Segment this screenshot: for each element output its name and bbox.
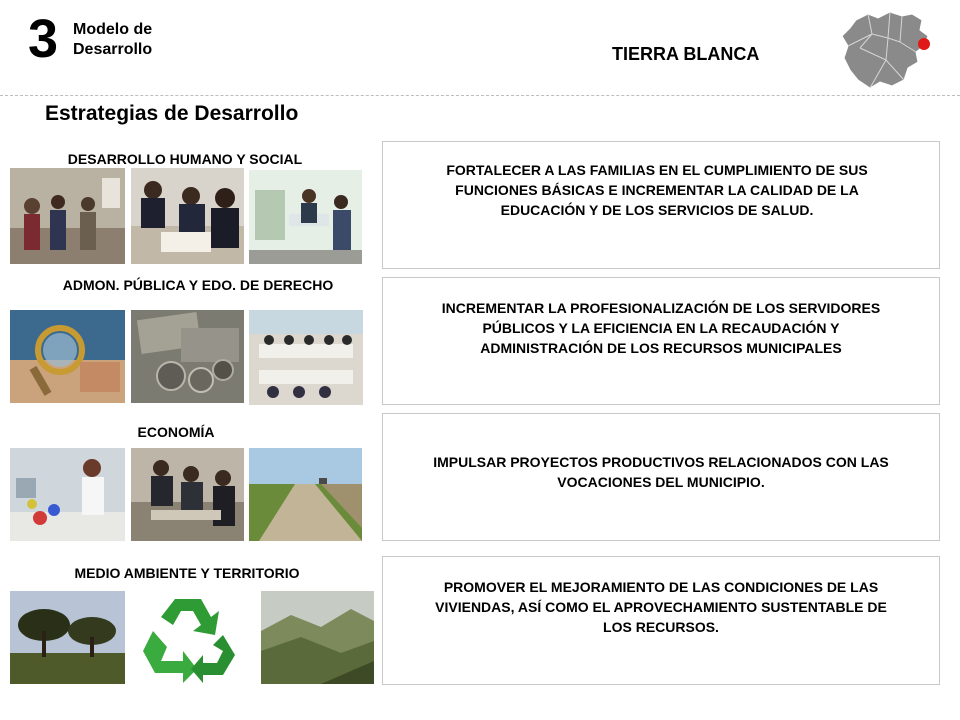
- page-title: Estrategias de Desarrollo: [45, 102, 299, 125]
- photo-public-meeting: [249, 310, 363, 405]
- photo-mountains: [261, 591, 374, 684]
- model-label-line2: Desarrollo: [73, 41, 153, 58]
- strategy-text-public-administration: INCREMENTAR LA PROFESIONALIZACIÓN DE LOS SERVIDORES PÚBLICOS Y LA EFICIENCIA EN LA RECAUDACIÓN Y ADMINISTRACIÓN DE LOS RECURSOS MUNICIPALES: [441, 300, 881, 356]
- section-number: 3: [28, 9, 59, 69]
- photo-students-classroom: [131, 168, 244, 264]
- category-label-economy: ECONOMÍA: [137, 424, 215, 440]
- strategy-text-human-development: FORTALECER A LAS FAMILIAS EN EL CUMPLIMIENTO DE SUS FUNCIONES BÁSICAS E INCREMENTAR LA CALIDAD DE LA EDUCACIÓN Y DE LOS SERVICIOS DE SALUD.: [446, 162, 868, 218]
- category-label-environment: MEDIO AMBIENTE Y TERRITORIO: [74, 565, 300, 581]
- photo-laboratory: [10, 448, 125, 541]
- photo-community-event: [10, 168, 125, 264]
- photo-magnifying-glass: [10, 310, 125, 403]
- model-label: [73, 20, 183, 60]
- category-label-human-development: DESARROLLO HUMANO Y SOCIAL: [67, 151, 303, 167]
- photo-trees-landscape: [10, 591, 125, 684]
- strategy-box-environment: [382, 556, 940, 685]
- location-marker-icon: [918, 38, 930, 50]
- photo-money-coins: [131, 310, 244, 403]
- strategy-box-public-administration: [382, 277, 940, 405]
- recycle-icon: [131, 591, 244, 684]
- header-divider: [0, 95, 960, 96]
- photo-rural-road: [249, 448, 362, 541]
- state-map-icon: [838, 8, 948, 90]
- strategy-box-economy: [382, 413, 940, 541]
- strategy-box-human-development: [382, 141, 940, 269]
- category-label-public-administration: ADMON. PÚBLICA Y EDO. DE DERECHO: [62, 277, 334, 293]
- photo-health-clinic: [249, 170, 362, 264]
- strategy-text-economy: IMPULSAR PROYECTOS PRODUCTIVOS RELACIONADOS CON LAS VOCACIONES DEL MUNICIPIO.: [433, 454, 889, 490]
- strategy-text-environment: PROMOVER EL MEJORAMIENTO DE LAS CONDICIONES DE LAS VIVIENDAS, ASÍ COMO EL APROVECHAMIENTO SUSTENTABLE DE LOS RECURSOS.: [435, 579, 887, 635]
- municipality-name: TIERRA BLANCA: [612, 44, 760, 64]
- model-label-line1: Modelo de: [73, 21, 153, 38]
- photo-workshop-training: [131, 448, 244, 541]
